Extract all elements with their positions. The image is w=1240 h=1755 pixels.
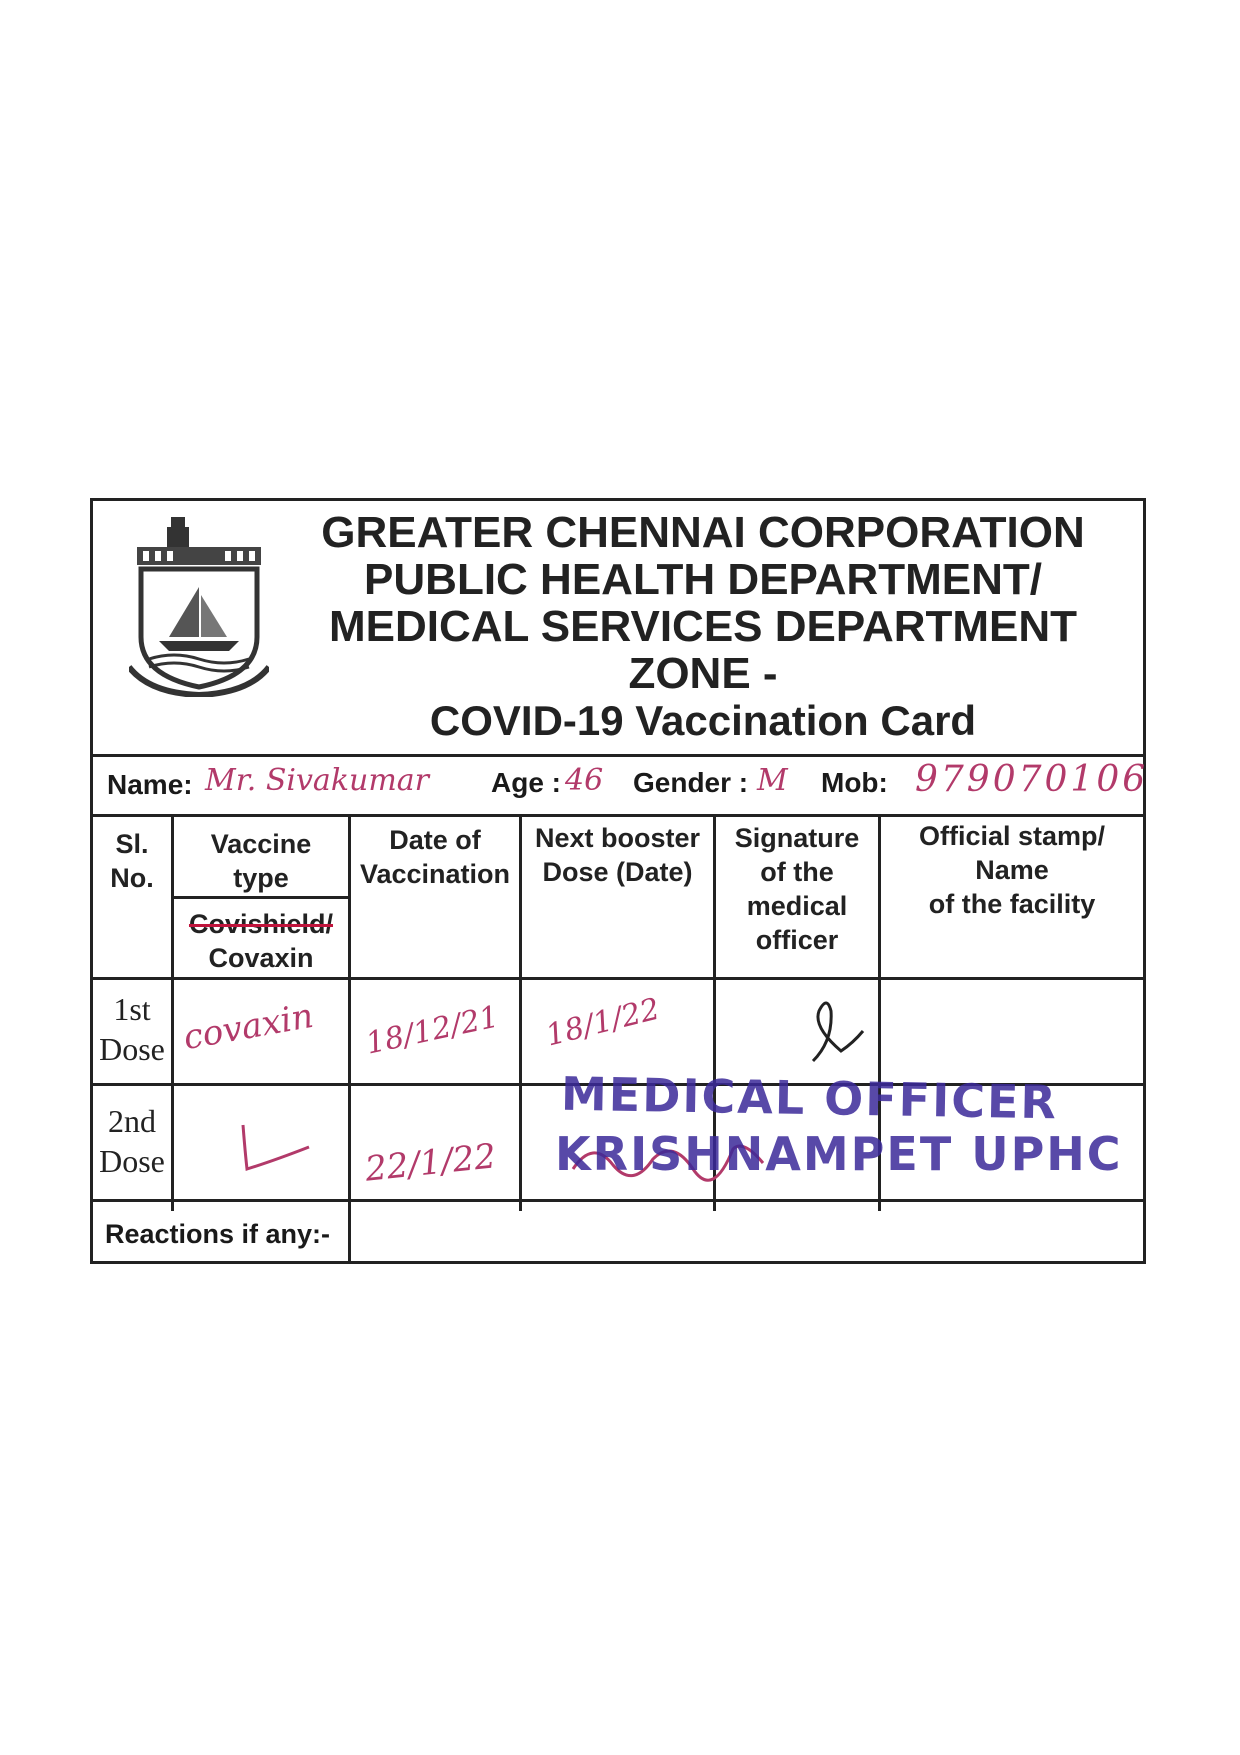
header-vaccine-options — [174, 907, 348, 975]
org-title: GREATER CHENNAI CORPORATION — [321, 508, 1085, 557]
age-label: Age : — [491, 767, 561, 798]
dose-2-date: 22/1/22 — [363, 1136, 498, 1190]
covishield-option: Covishield/ — [188, 909, 334, 939]
dose-2-label: 2nd Dose — [99, 1103, 165, 1179]
reactions-label: Reactions if any:- — [105, 1219, 331, 1249]
row-divider — [93, 977, 1143, 980]
header-sl-no: Sl. No. — [110, 829, 154, 893]
dose-2-vaccine-tick-icon — [233, 1121, 313, 1181]
dose-1-vaccine: covaxin — [180, 995, 317, 1059]
vaccine-subheader-divider — [171, 896, 348, 899]
mob-value: 979070106 — [915, 759, 1149, 800]
name-label: Name: — [107, 769, 193, 800]
vaccination-card — [90, 498, 1149, 1264]
header-next-booster: Next booster Dose (Date) — [534, 823, 701, 887]
covaxin-option: Covaxin — [208, 943, 314, 973]
header-official-stamp: Official stamp/ Name of the facility — [918, 821, 1106, 919]
patient-info-row — [93, 757, 1149, 817]
header-vaccine-type: Vaccine type — [210, 829, 312, 893]
card-title: COVID-19 Vaccination Card — [429, 697, 977, 744]
header-signature: Signature of the medical officer — [734, 823, 860, 955]
dept-title-2: MEDICAL SERVICES DEPARTMENT — [328, 602, 1078, 651]
age-value: 46 — [565, 763, 604, 798]
gender-value: M — [757, 763, 788, 798]
stamp-line-1: MEDICAL OFFICER — [560, 1066, 1059, 1130]
dose-1-booster: 18/1/22 — [542, 991, 664, 1054]
header-date-of-vaccination: Date of Vaccination — [359, 825, 511, 889]
dose-1-label: 1st Dose — [99, 991, 165, 1067]
zone-title: ZONE - — [628, 649, 778, 698]
corporation-emblem-icon — [129, 517, 269, 697]
dose-1-date: 18/12/21 — [362, 999, 502, 1062]
dept-title-1: PUBLIC HEALTH DEPARTMENT/ — [364, 555, 1042, 604]
dose-1-signature-icon — [793, 991, 873, 1071]
header-titles — [283, 509, 1123, 744]
card-header — [93, 501, 1143, 757]
stamp-line-2: KRISHNAMPET UPHC — [555, 1127, 1123, 1181]
gender-label: Gender : — [633, 767, 749, 798]
mob-label: Mob: — [821, 767, 888, 798]
name-value: Mr. Sivakumar — [205, 763, 429, 798]
